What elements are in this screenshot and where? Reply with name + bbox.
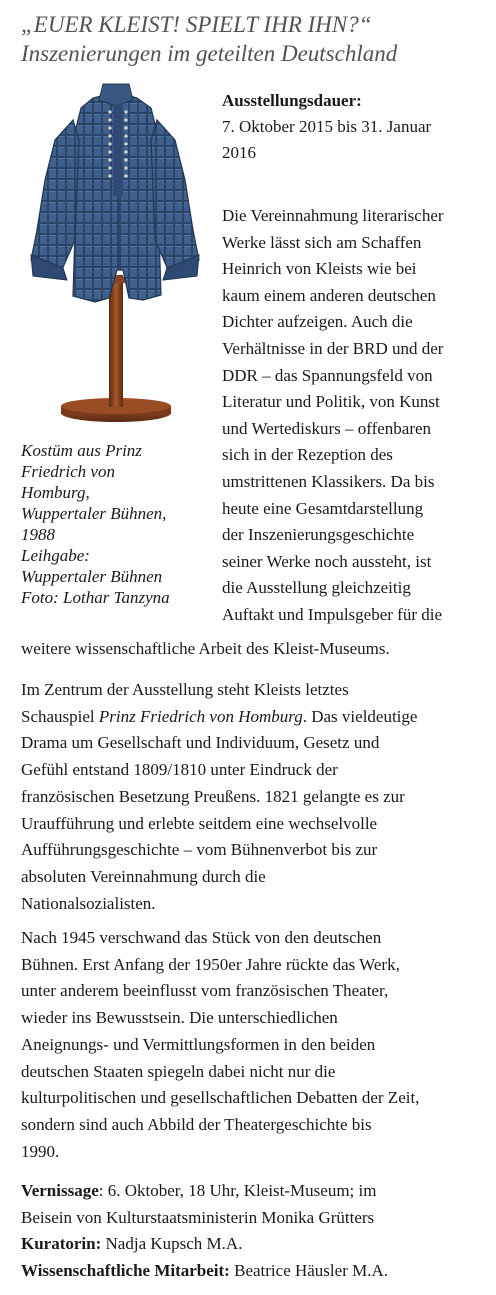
curator-label: Kuratorin:: [21, 1234, 102, 1254]
caption-line: Wuppertaler Bühnen: [21, 567, 163, 586]
duration-dates-line-1: 7. Oktober 2015 bis 31. Januar: [222, 117, 432, 136]
vernissage-text: : 6. Oktober, 18 Uhr, Kleist-Museum; im: [98, 1181, 377, 1200]
intro-line: Werke lässt sich am Schaffen: [222, 232, 422, 252]
page-title: [21, 10, 491, 68]
caption-line: Kostüm aus Prinz: [21, 441, 142, 460]
caption-line: Friedrich von: [21, 462, 115, 481]
title-line-2: Inszenierungen im geteilten Deutschland: [21, 41, 398, 66]
intro-line: kaum einem anderen deutschen: [222, 285, 436, 305]
caption-line: Leihgabe:: [21, 546, 90, 565]
intro-line: Literatur und Politik, von Kunst: [222, 392, 440, 412]
paragraph-line: 1990.: [21, 1141, 60, 1161]
paragraph-homburg: [21, 677, 491, 917]
paragraph-text: . Das vieldeutige: [302, 706, 418, 726]
costume-photo: [21, 80, 211, 435]
paragraph-line: Nach 1945 verschwand das Stück von den deutschen: [21, 928, 382, 947]
credits: [21, 1178, 491, 1285]
photo-caption: [21, 440, 216, 608]
vernissage-line-2: Beisein von Kulturstaatsministerin Monika Grütters: [21, 1207, 375, 1227]
paragraph-line: Bühnen. Erst Anfang der 1950er Jahre rückte das Werk,: [21, 954, 400, 974]
intro-line: Die Vereinnahmung literarischer: [222, 206, 444, 225]
stand-pole: [109, 275, 123, 407]
paragraph-line: französischen Besetzung Preußens. 1821 gelangte es zur: [21, 786, 405, 806]
intro-line: der Inszenierungsgeschichte: [222, 525, 415, 545]
title-line-1: „EUER KLEIST! SPIELT IHR IHN?“: [21, 12, 372, 37]
staff-label: Wissenschaftliche Mitarbeit:: [21, 1261, 230, 1281]
caption-line: 1988: [21, 525, 55, 544]
paragraph-line: sondern sind auch Abbild der Theatergeschichte bis: [21, 1114, 372, 1134]
vernissage-line: [21, 1178, 491, 1205]
costume-on-mannequin-icon: [21, 80, 211, 435]
paragraph-line: unter anderem beeinflusst vom französischen Theater,: [21, 981, 389, 1001]
duration-label: Ausstellungsdauer:: [222, 91, 362, 110]
intro-line: umstrittenen Klassikers. Da bis: [222, 471, 435, 491]
curator-line: [21, 1231, 491, 1258]
paragraph-line: deutschen Staaten spiegeln dabei nicht nur die: [21, 1061, 336, 1081]
intro-line: sich in der Rezeption des: [222, 445, 393, 465]
paragraph-line: Im Zentrum der Ausstellung steht Kleists letztes: [21, 680, 349, 699]
intro-line: Auftakt und Impulsgeber für die: [222, 604, 442, 624]
paragraph-line: Uraufführung und erlebte seitdem eine wechselvolle: [21, 813, 378, 833]
paragraph-line: wieder ins Bewusstsein. Die unterschiedlichen: [21, 1008, 338, 1028]
intro-line: DDR – das Spannungsfeld von: [222, 365, 433, 385]
intro-line: Heinrich von Kleists wie bei: [222, 259, 417, 279]
exhibition-duration: [222, 88, 492, 166]
intro-line: seiner Werke noch aussteht, ist: [222, 551, 432, 571]
intro-line: Dichter aufzeigen. Auch die: [222, 312, 413, 332]
coat-left-sleeve: [31, 120, 79, 272]
paragraph-postwar: [21, 925, 491, 1165]
intro-line: Verhältnisse in der BRD und der: [222, 338, 444, 358]
paragraph-line: Aneignungs- und Vermittlungsformen in den beiden: [21, 1034, 376, 1054]
paragraph-line: absoluten Vereinnahmung durch die: [21, 866, 266, 886]
intro-last-line: weitere wissenschaftliche Arbeit des Kleist-Museums.: [21, 639, 390, 658]
paragraph-line: Gefühl entstand 1809/1810 unter Eindruck der: [21, 760, 338, 780]
intro-line: und Wertediskurs – offenbaren: [222, 418, 432, 438]
intro-line: heute eine Gesamtdarstellung: [222, 498, 424, 518]
caption-line: Foto: Lothar Tanzyna: [21, 588, 170, 607]
paragraph-text: Schauspiel: [21, 706, 99, 726]
staff-line: [21, 1258, 491, 1285]
staff-name: Beatrice Häusler M.A.: [229, 1261, 388, 1281]
vernissage-label: Vernissage: [21, 1181, 99, 1200]
curator-name: Nadja Kupsch M.A.: [101, 1234, 243, 1254]
intro-paragraph: [222, 203, 492, 629]
duration-dates-line-2: 2016: [222, 143, 256, 162]
paragraph-line: kulturpolitischen und gesellschaftlichen Debatten der Zeit,: [21, 1088, 420, 1108]
paragraph-line: Drama um Gesellschaft und Individuum, Gesetz und: [21, 733, 380, 753]
paragraph-line: [21, 704, 491, 731]
paragraph-line: Nationalsozialisten.: [21, 893, 156, 913]
play-title: Prinz Friedrich von Homburg: [98, 706, 303, 726]
caption-line: Wuppertaler Bühnen,: [21, 504, 167, 523]
caption-line: Homburg,: [21, 483, 90, 502]
paragraph-line: Aufführungsgeschichte – vom Bühnenverbot bis zur: [21, 840, 378, 860]
intro-line: die Ausstellung gleichzeitig: [222, 578, 411, 598]
